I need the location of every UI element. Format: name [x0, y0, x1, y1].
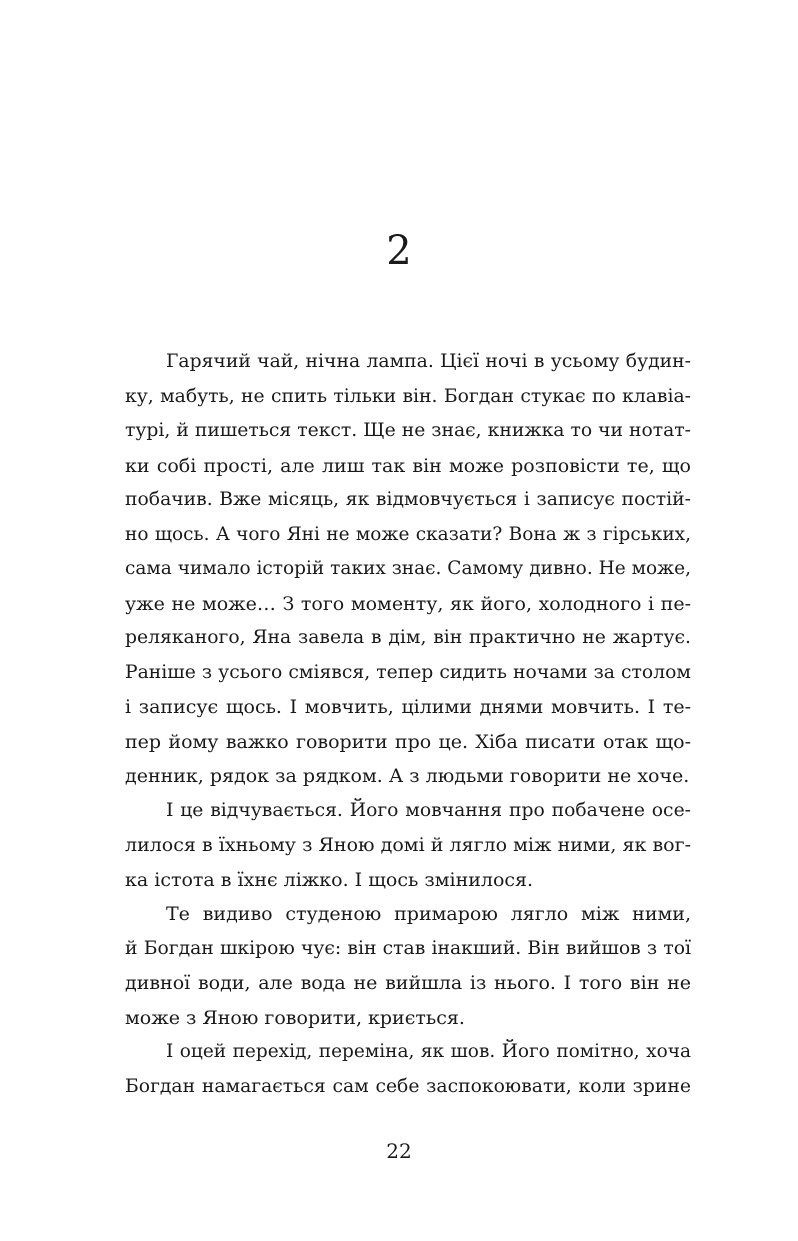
body-text [125, 345, 691, 1104]
text-line: но щось. А чого Яні не може сказати? Вона ж з гірських, [125, 523, 691, 545]
text-line: ка істота в їхнє ліжко. І щось змінилося. [125, 868, 534, 891]
text-line: Гарячий чай, нічна лампа. Цієї ночі в усьому будин- [166, 351, 691, 372]
text-line: ку, мабуть, не спить тільки він. Богдан стукає по клавіа- [125, 385, 691, 407]
text-line: ки собі прості, але лиш так він може розповісти те, що [125, 454, 691, 477]
text-line: турі, й пишеться текст. Ще не знає, книжка то чи нотат- [125, 420, 691, 441]
chapter-number: 2 [386, 228, 412, 274]
text-line: лилося в їхньому з Яною домі й лягло між ними, як вог- [125, 834, 691, 856]
text-line: денник, рядок за рядком. А з людьми говорити не хоче. [125, 765, 690, 787]
text-line: дивної води, але вода не вийшла із нього. І того він не [125, 972, 691, 994]
text-line: уже не може… З того моменту, як його, холодного і пе- [125, 592, 691, 615]
text-line: І оцей перехід, переміна, як шов. Його помітно, хоча [166, 1041, 691, 1062]
text-line: пер йому важко говорити про це. Хіба писати отак що- [125, 730, 691, 753]
text-line: Те видиво студеною примарою лягло між ними, [166, 903, 691, 925]
text-line: Богдан намагається сам себе заспокоювати, коли зрине [125, 1075, 691, 1097]
text-line: Раніше з усього сміявся, тепер сидить ночами за столом [125, 661, 691, 683]
text-line: сама чимало історій таких знає. Самому дивно. Не може, [125, 558, 691, 579]
text-line: реляканого, Яна завела в дім, він практично не жартує. [125, 627, 691, 648]
text-line: побачив. Вже місяць, як відмовчується і записує постій- [125, 489, 691, 510]
text-line: і записує щось. І мовчить, цілими днями мовчить. І те- [125, 696, 691, 718]
text-line: й Богдан шкірою чує: він став інакший. Він вийшов з тої [125, 937, 691, 959]
page-number: 22 [386, 1139, 412, 1163]
text-line: може з Яною говорити, криється. [125, 1006, 465, 1029]
text-line: І це відчувається. Його мовчання про побачене осе- [166, 799, 691, 821]
